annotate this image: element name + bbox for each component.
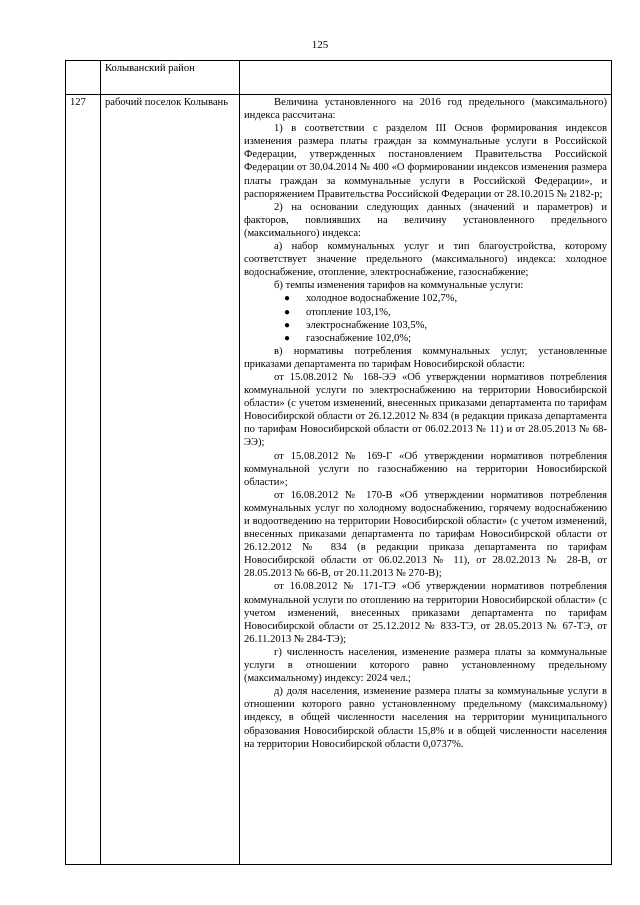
page-number: 125 bbox=[311, 39, 329, 51]
paragraph: от 16.08.2012 № 170-В «Об утверждении нормативов потребления коммунальных услуг по холодному водоснабжению, горячему водоснабжению и водоотведению на территории Новосибирской области» (с учетом изменений, внесенных приказами департамента по тарифам Новосибирской области от 26.12.2012 № 834 (в редакции приказа департамента по тарифам Новосибирской области от 06.02.2013 № 11), от 28.02.2013 № 28-В, от 28.05.2013 № 66-В, от 20.11.2013 № 270-В); bbox=[244, 489, 607, 580]
index-table bbox=[65, 60, 612, 865]
bullet-icon: ● bbox=[284, 319, 291, 331]
paragraph: от 15.08.2012 № 168-ЭЭ «Об утверждении нормативов потребления коммунальной услуги по электроснабжению на территории Новосибирской области» (с учетом изменений, внесенных приказами департамента по тарифам Новосибирской области от 26.12.2012 № 834 (в редакции приказа департамента по тарифам Новосибирской области от 06.02.2013 № 11) и от 28.05.2013 № 68-ЭЭ); bbox=[244, 371, 607, 449]
paragraph: 2) на основании следующих данных (значений и параметров) и факторов, повлиявших на величину установленного предельного (максимального) индекса: bbox=[244, 201, 607, 239]
paragraph: а) набор коммунальных услуг и тип благоустройства, которому соответствует значение предельного (максимального) индекса: холодное водоснабжение, отопление, электроснабжение, газоснабжение; bbox=[244, 241, 607, 279]
paragraph: от 15.08.2012 № 169-Г «Об утверждении нормативов потребления коммунальной услуги по газоснабжению на территории Новосибирской области»; bbox=[244, 450, 607, 488]
paragraph: г) численность населения, изменение размера платы за коммунальные услуги в отношении которого равно установленному предельному (максимальному) индексу: 2024 чел.; bbox=[244, 646, 607, 685]
bullet-icon: ● bbox=[284, 306, 291, 318]
paragraph: д) доля населения, изменение размера платы за коммунальные услуги в отношении которого равно установленному предельному (максимальному) индексу, в общей численности населения на территории муниципального образования Новосибирской области 15,8% и в общей численности населения на территории Новосибирской области 0,0737%. bbox=[244, 686, 607, 750]
entry-name: рабочий поселок Колывань bbox=[101, 95, 240, 865]
bullet-icon: ● bbox=[284, 332, 291, 344]
paragraph: 1) в соответствии с разделом III Основ формирования индексов изменения размера платы граждан за коммунальные услуги в Российской Федерации, утвержденных постановлением Правительства Российской Федерации от 30.04.2014 № 400 «О формировании индексов изменения размера платы граждан за коммунальные услуги в Российской Федерации», и распоряжением Правительства Российской Федерации от 28.10.2015 № 2182-р; bbox=[244, 123, 607, 200]
region-name: Колыванский район bbox=[105, 63, 195, 74]
tariff-list bbox=[244, 292, 607, 344]
region-row bbox=[66, 61, 612, 95]
entry-text bbox=[240, 95, 612, 865]
bullet-icon: ● bbox=[284, 293, 291, 305]
list-item-text: холодное водоснабжение 102,7%, bbox=[306, 293, 458, 305]
paragraph: б) темпы изменения тарифов на коммунальные услуги: bbox=[274, 280, 524, 292]
region-number-cell bbox=[66, 61, 101, 95]
list-item-text: электроснабжение 103,5%, bbox=[306, 319, 428, 331]
region-text-cell bbox=[240, 61, 612, 95]
list-item-text: отопление 103,1%, bbox=[306, 306, 391, 318]
entry-number: 127 bbox=[66, 95, 101, 865]
paragraph: Величина установленного на 2016 год предельного (максимального) индекса рассчитана: bbox=[244, 97, 607, 122]
entry-row bbox=[66, 95, 612, 865]
list-item bbox=[284, 306, 607, 319]
region-name-cell bbox=[101, 61, 240, 95]
paragraph: в) нормативы потребления коммунальных услуг, установленные приказами департамента по тарифам Новосибирской области: bbox=[244, 345, 607, 370]
list-item bbox=[284, 319, 607, 332]
list-item-text: газоснабжение 102,0%; bbox=[306, 332, 412, 344]
paragraph: от 16.08.2012 № 171-ТЭ «Об утверждении нормативов потребления коммунальной услуги по отоплению на территории Новосибирской области» (с учетом изменений, внесенных приказами департамента по тарифам Новосибирской области от 25.12.2012 № 833-ТЭ, от 28.05.2013 № 67-ТЭ, от 26.11.2013 № 284-ТЭ); bbox=[244, 581, 607, 645]
list-item bbox=[284, 292, 607, 305]
list-item bbox=[284, 332, 607, 345]
